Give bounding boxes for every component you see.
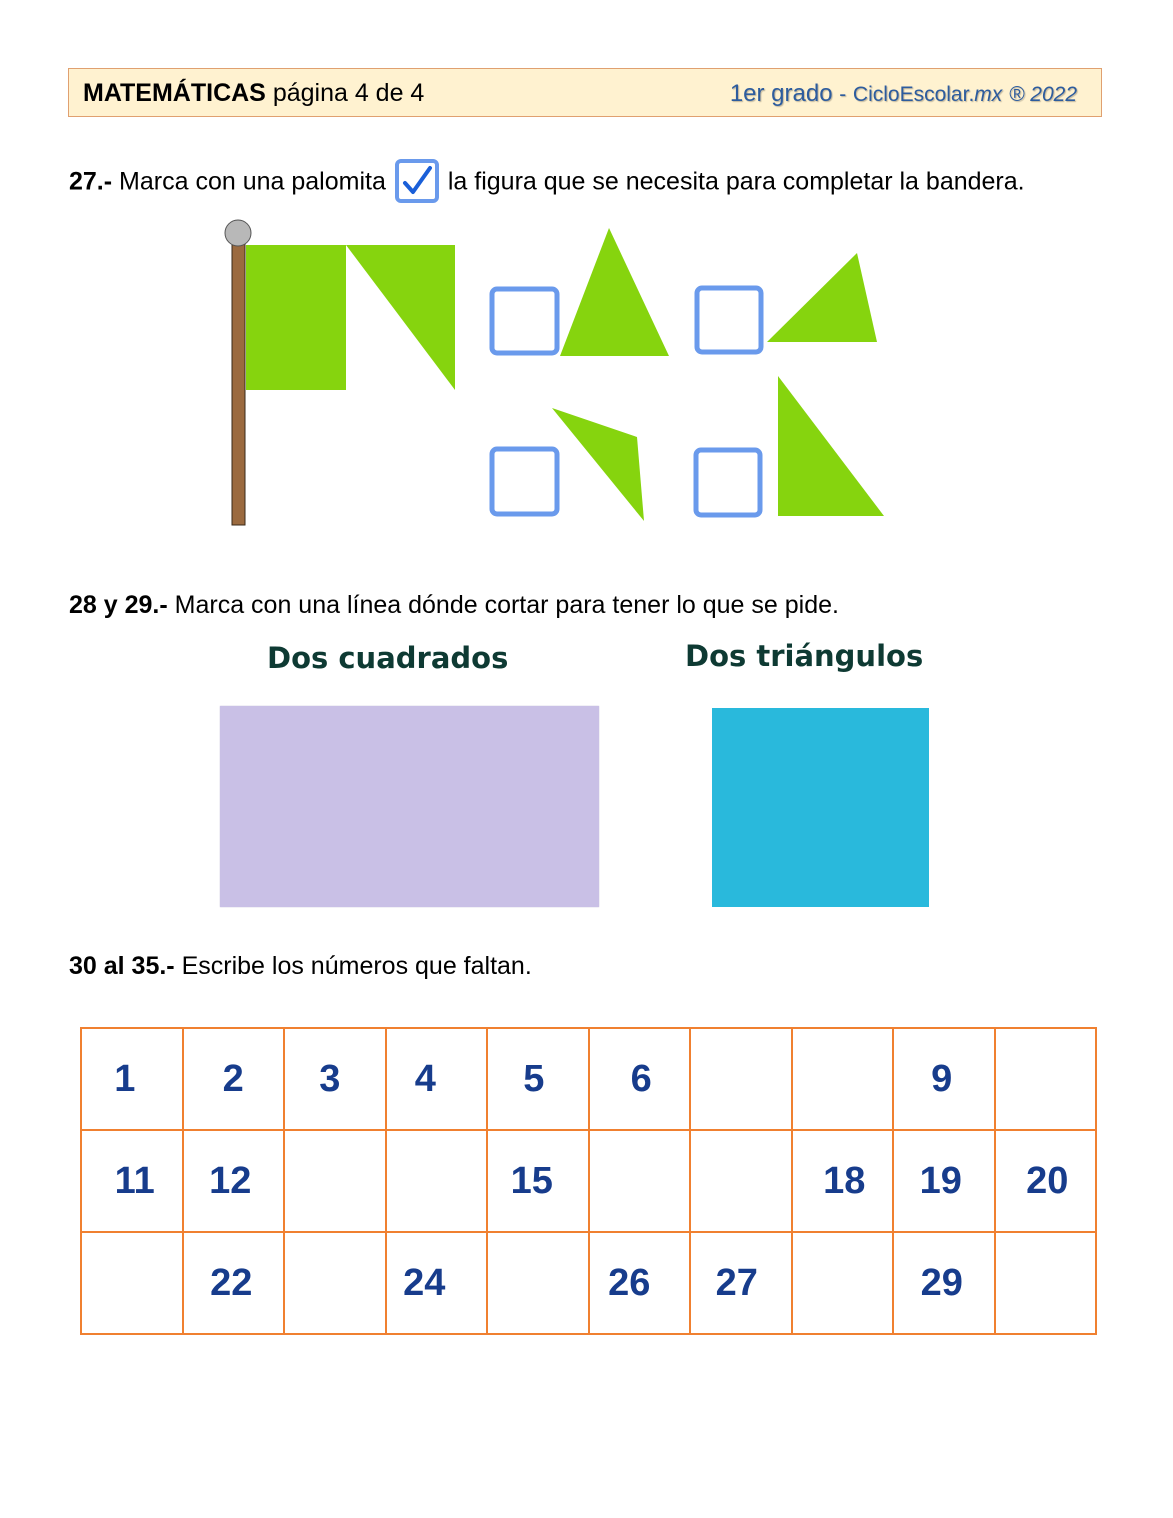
number-grid	[80, 1027, 1097, 1327]
question-30-35-instruction	[69, 951, 532, 981]
cell-number: 5	[523, 1058, 545, 1100]
grid-cell[interactable]	[487, 1028, 589, 1130]
grid-cell[interactable]	[386, 1232, 488, 1334]
grid-cell[interactable]	[487, 1130, 589, 1232]
grid-cell[interactable]	[690, 1130, 792, 1232]
grid-cell[interactable]	[995, 1028, 1097, 1130]
grid-cell[interactable]	[893, 1130, 995, 1232]
grid-cell[interactable]	[589, 1130, 691, 1232]
question-27-text-after: la figura que se necesita para completar la bandera.	[447, 167, 1025, 196]
header-separator: -	[839, 83, 847, 106]
subject-title: MATEMÁTICAS	[83, 79, 266, 107]
grid-cell[interactable]	[893, 1028, 995, 1130]
grid-cell[interactable]	[386, 1130, 488, 1232]
grid-cell[interactable]	[183, 1028, 285, 1130]
option-1-isosceles-triangle-icon	[560, 228, 669, 356]
option-4-right-triangle-icon	[778, 376, 884, 516]
grid-cell[interactable]	[690, 1028, 792, 1130]
question-30-35-number: 30 al 35.-	[69, 952, 175, 980]
grid-cell[interactable]	[995, 1130, 1097, 1232]
grid-cell[interactable]	[589, 1028, 691, 1130]
flag-pole-knob	[225, 220, 251, 246]
question-28-29-text: Marca con una línea dónde cortar para tener lo que se pide.	[174, 591, 839, 619]
grid-row-3	[81, 1232, 1096, 1334]
grid-cell[interactable]	[589, 1232, 691, 1334]
cell-number: 11	[114, 1160, 155, 1202]
page-info: página 4 de 4	[272, 79, 425, 107]
option-2-checkbox[interactable]	[697, 288, 761, 352]
site-name: CicloEscolar.	[852, 83, 975, 106]
cell-number: 24	[403, 1262, 446, 1304]
flag-pole	[232, 240, 245, 525]
flag-rectangle	[246, 245, 346, 390]
cell-number: 6	[630, 1058, 652, 1100]
grid-cell[interactable]	[284, 1028, 386, 1130]
option-2-obtuse-triangle-icon	[767, 253, 877, 342]
cell-number: 15	[510, 1160, 553, 1202]
cell-number: 20	[1026, 1160, 1069, 1202]
cell-number: 4	[414, 1058, 436, 1100]
panel-title-two-squares: Dos cuadrados	[267, 641, 509, 675]
site-tld: mx	[974, 83, 1003, 106]
grade-label: 1er grado	[729, 80, 833, 107]
cell-number: 2	[222, 1058, 244, 1100]
cell-number: 19	[919, 1160, 962, 1202]
cell-number: 3	[319, 1058, 341, 1100]
grid-cell[interactable]	[487, 1232, 589, 1334]
grid-cell[interactable]	[995, 1232, 1097, 1334]
option-3-checkbox[interactable]	[492, 449, 557, 514]
grid-cell[interactable]	[81, 1130, 183, 1232]
cyan-square-to-cut[interactable]	[712, 708, 929, 907]
question-28-29-instruction	[69, 590, 839, 620]
flag-figure-area	[0, 0, 1173, 540]
flag-illustration	[225, 220, 455, 525]
option-3-tilted-triangle-icon	[552, 408, 644, 521]
number-grid-table	[80, 1027, 1097, 1335]
grid-cell[interactable]	[284, 1232, 386, 1334]
cell-number: 26	[608, 1262, 651, 1304]
cell-number: 12	[209, 1160, 252, 1202]
grid-cell[interactable]	[284, 1130, 386, 1232]
grid-row-1	[81, 1028, 1096, 1130]
question-30-35-text: Escribe los números que faltan.	[181, 952, 532, 980]
option-1-checkbox[interactable]	[492, 289, 557, 353]
grid-cell[interactable]	[386, 1028, 488, 1130]
cell-number: 18	[823, 1160, 866, 1202]
cell-number: 22	[210, 1262, 253, 1304]
grid-cell[interactable]	[690, 1232, 792, 1334]
purple-rectangle-to-cut[interactable]	[220, 706, 599, 907]
option-4-checkbox[interactable]	[696, 450, 760, 515]
cell-number: 29	[920, 1262, 963, 1304]
copyright-year: ® 2022	[1008, 83, 1077, 106]
grid-cell[interactable]	[792, 1232, 894, 1334]
grid-cell[interactable]	[183, 1232, 285, 1334]
question-28-29-number: 28 y 29.-	[69, 591, 168, 619]
grid-row-2	[81, 1130, 1096, 1232]
grid-cell[interactable]	[81, 1028, 183, 1130]
question-27-number: 27.-	[69, 167, 113, 196]
grid-cell[interactable]	[81, 1232, 183, 1334]
cell-number: 9	[931, 1058, 953, 1100]
grid-cell[interactable]	[792, 1028, 894, 1130]
grid-cell[interactable]	[183, 1130, 285, 1232]
question-27-text-before: Marca con una palomita	[119, 167, 386, 196]
flag-triangle	[346, 245, 455, 390]
grid-cell[interactable]	[792, 1130, 894, 1232]
cell-number: 27	[715, 1262, 758, 1304]
grid-cell[interactable]	[893, 1232, 995, 1334]
panel-title-two-triangles: Dos triángulos	[685, 639, 924, 673]
cell-number: 1	[114, 1058, 136, 1100]
